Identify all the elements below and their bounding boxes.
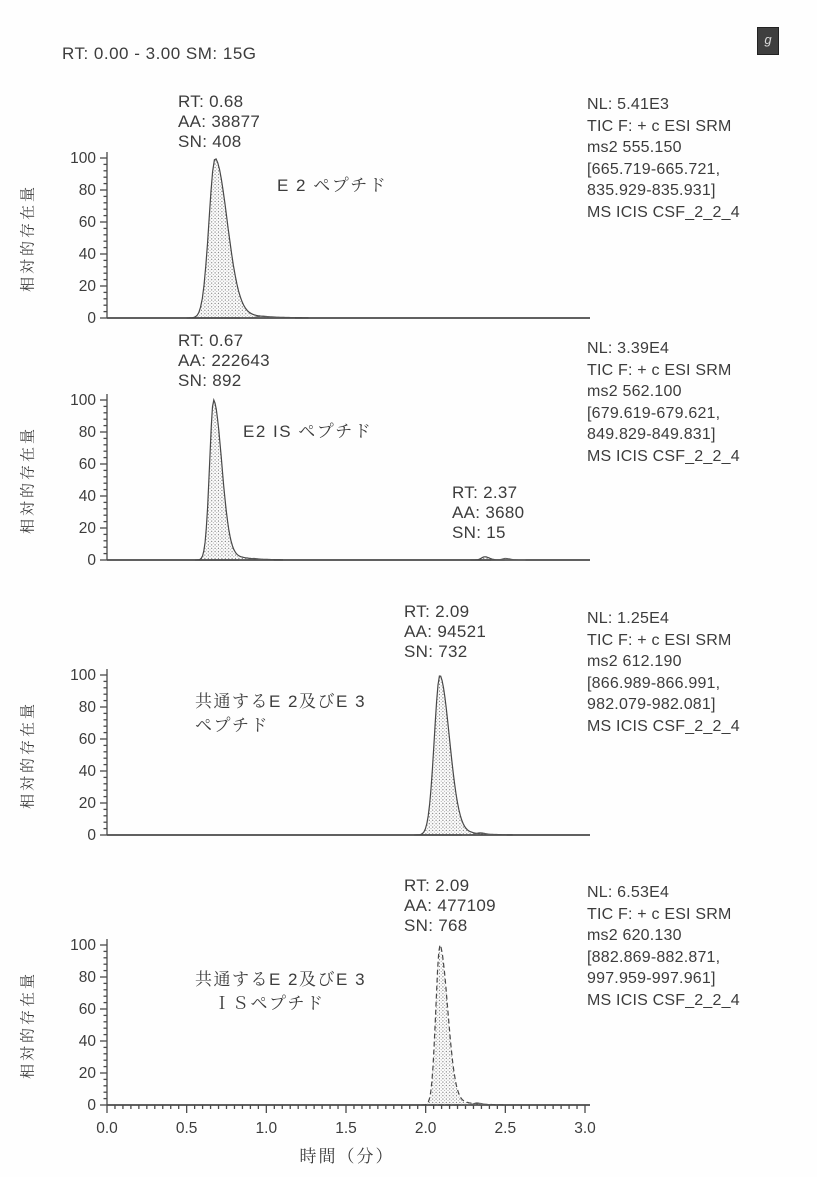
y-tick-label: 60 <box>78 1001 96 1018</box>
scan-info: NL: 6.53E4 TIC F: + c ESI SRM ms2 620.130 [882.869-882.871, 997.959-997.961] MS ICIS CSF_2_2_4 <box>587 884 740 1009</box>
y-tick-label: 20 <box>78 278 96 295</box>
x-tick-label: 1.0 <box>255 1120 278 1137</box>
scan-info: NL: 1.25E4 TIC F: + c ESI SRM ms2 612.190 [866.989-866.991, 982.079-982.081] MS ICIS CSF_2_2_4 <box>587 610 740 735</box>
y-tick-label: 0 <box>87 310 96 327</box>
y-tick-label: 100 <box>70 392 96 409</box>
y-tick-label: 0 <box>87 1097 96 1114</box>
retention-range-header: RT: 0.00 - 3.00 SM: 15G <box>62 44 257 63</box>
peak-annotation: RT: 2.09 AA: 477109 SN: 768 <box>404 876 496 935</box>
y-tick-label: 20 <box>78 795 96 812</box>
y-axis-label: 相対的存在量 <box>19 970 37 1080</box>
y-tick-label: 100 <box>70 150 96 167</box>
peak-label: E 2 ペプチド <box>277 176 388 195</box>
x-tick-label: 0.5 <box>175 1120 198 1137</box>
y-tick-label: 80 <box>78 424 96 441</box>
scan-info: NL: 3.39E4 TIC F: + c ESI SRM ms2 562.100 [679.619-679.621, 849.829-849.831] MS ICIS CSF_2_2_4 <box>587 340 740 465</box>
y-tick-label: 100 <box>70 937 96 954</box>
y-tick-label: 80 <box>78 182 96 199</box>
chromatogram-panel-4 <box>70 937 596 1137</box>
y-tick-label: 40 <box>78 246 96 263</box>
peak-trace <box>421 945 502 1105</box>
y-tick-label: 0 <box>87 552 96 569</box>
peak-label: E2 IS ペプチド <box>243 422 373 441</box>
x-tick-label: 1.5 <box>335 1120 357 1137</box>
y-tick-label: 40 <box>78 1033 96 1050</box>
peak-label: 共通するE 2及びE 3 ＩＳペプチド <box>195 970 367 1013</box>
y-tick-label: 80 <box>78 699 96 716</box>
y-tick-label: 60 <box>78 214 96 231</box>
y-tick-label: 20 <box>78 520 96 537</box>
y-tick-label: 100 <box>70 667 96 684</box>
y-axis-label: 相対的存在量 <box>19 700 37 810</box>
x-tick-label: 0.0 <box>96 1120 118 1137</box>
y-axis-label: 相対的存在量 <box>19 183 37 293</box>
peak-label: 共通するE 2及びE 3 ペプチド <box>195 692 367 735</box>
peak-trace <box>414 676 512 835</box>
x-tick-label: 2.0 <box>414 1120 437 1137</box>
peak-annotation: RT: 0.67 AA: 222643 SN: 892 <box>178 331 270 390</box>
corner-mark-glyph: g <box>764 32 772 47</box>
y-axis-label: 相対的存在量 <box>19 425 37 535</box>
y-tick-label: 80 <box>78 969 96 986</box>
y-tick-label: 20 <box>78 1065 96 1082</box>
scan-info: NL: 5.41E3 TIC F: + c ESI SRM ms2 555.150 [665.719-665.721, 835.929-835.931] MS ICIS CSF_2_2_4 <box>587 96 740 221</box>
y-tick-label: 40 <box>78 763 96 780</box>
y-tick-label: 60 <box>78 456 96 473</box>
peak-annotation: RT: 0.68 AA: 38877 SN: 408 <box>178 92 261 151</box>
peak-annotation: RT: 2.09 AA: 94521 SN: 732 <box>404 602 487 661</box>
peak-annotation-secondary: RT: 2.37 AA: 3680 SN: 15 <box>452 483 525 542</box>
y-tick-label: 60 <box>78 731 96 748</box>
x-tick-label: 2.5 <box>494 1120 517 1137</box>
x-tick-label: 3.0 <box>574 1120 596 1137</box>
y-tick-label: 40 <box>78 488 96 505</box>
y-tick-label: 0 <box>87 827 96 844</box>
x-axis-label: 時間（分） <box>299 1147 395 1166</box>
page-corner-mark <box>757 27 779 55</box>
